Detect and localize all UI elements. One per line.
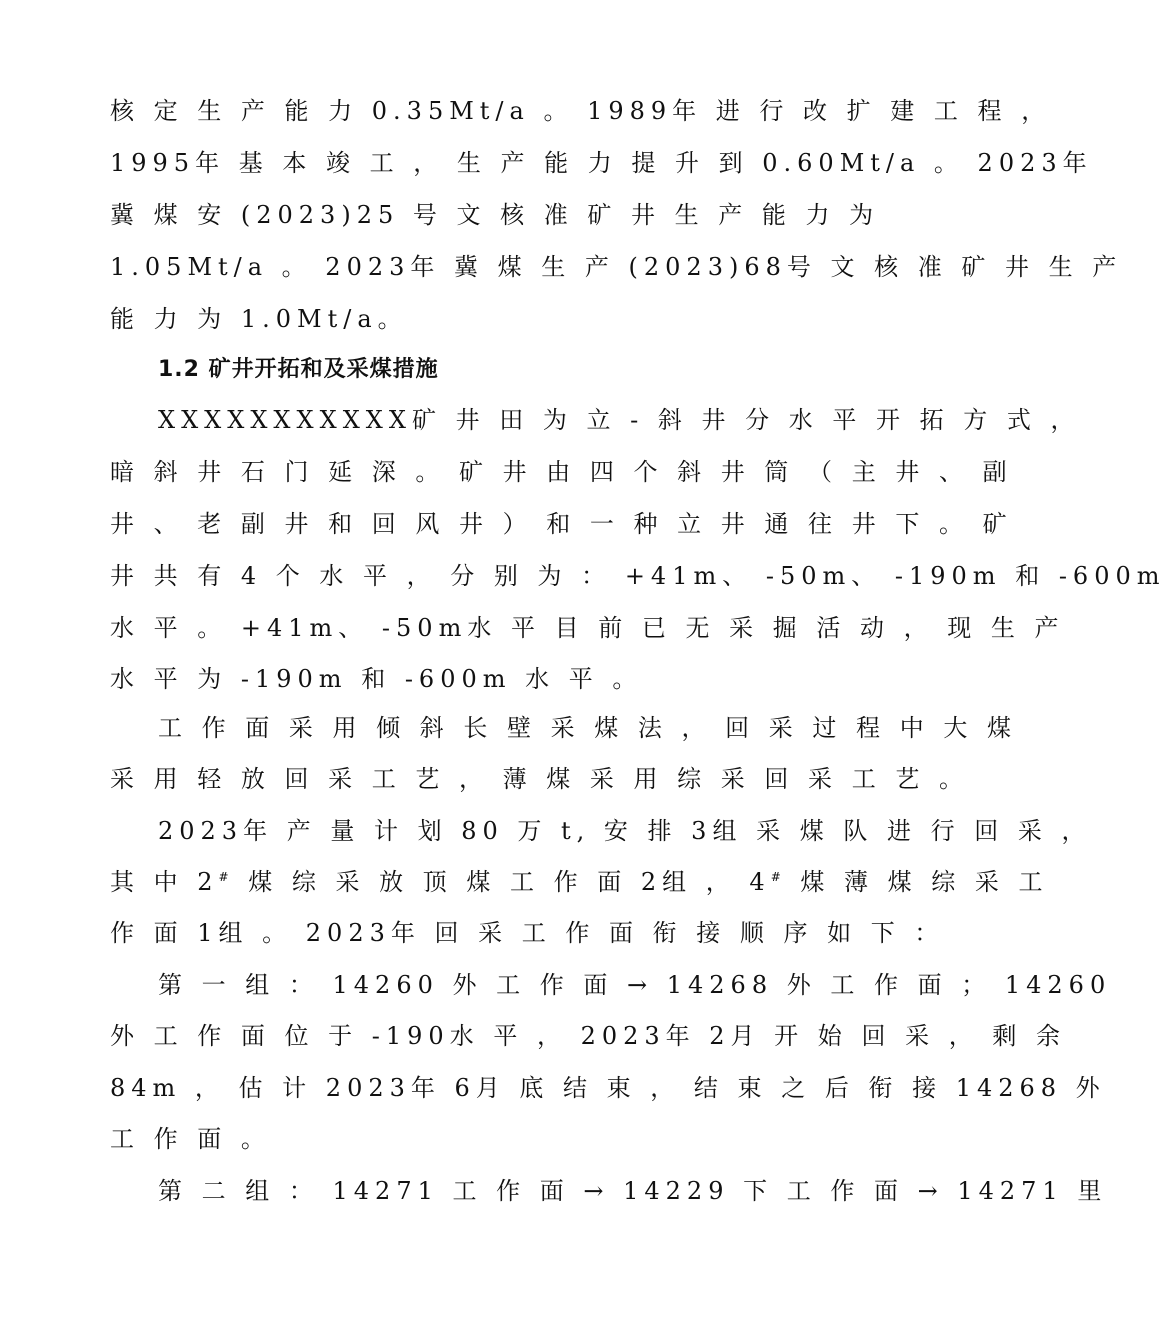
superscript-mark: # [770,870,787,884]
body-text-line: 井 共 有 4 个 水 平 ， 分 别 为 ： +41m、 -50m、 -190m 和 -600m [110,562,1166,590]
text-segment: 煤 综 采 放 顶 煤 工 作 面 2组 ， 4 [234,868,771,896]
body-text-line: 工 作 面 采 用 倾 斜 长 壁 采 煤 法 ， 回 采 过 程 中 大 煤 [158,714,1017,742]
body-text-line: 工 作 面 。 [110,1125,271,1153]
body-text-line: 1995年 基 本 竣 工 ， 生 产 能 力 提 升 到 0.60Mt/a 。 2023年 [110,149,1093,177]
body-text-line: 第 二 组 ： 14271 工 作 面 → 14229 下 工 作 面 → 14271 里 [158,1177,1108,1205]
section-heading: 1.2 矿井开拓和及采煤措施 [158,357,439,382]
text-segment: 煤 薄 煤 综 采 工 [786,868,1049,896]
superscript-mark: # [218,870,235,884]
body-text-line: 暗 斜 井 石 门 延 深 。 矿 井 由 四 个 斜 井 筒 （ 主 井 、 副 [110,458,1013,486]
body-text-line: 水 平 为 -190m 和 -600m 水 平 。 [110,665,643,693]
body-text-line: 2023年 产 量 计 划 80 万 t, 安 排 3组 采 煤 队 进 行 回 采 ， [158,817,1092,845]
body-text-line: 能 力 为 1.0Mt/a。 [110,305,408,333]
body-text-line: 核 定 生 产 能 力 0.35Mt/a 。 1989年 进 行 改 扩 建 工 程 ， [110,97,1052,125]
body-text-line: 水 平 。 +41m、 -50m水 平 目 前 已 无 采 掘 活 动 ， 现 生 产 [110,614,1065,642]
body-text-line: 1.05Mt/a 。 2023年 冀 煤 生 产 (2023)68号 文 核 准 矿 井 生 产 [110,253,1123,281]
body-text-line: 井 、 老 副 井 和 回 风 井 ） 和 一 种 立 井 通 往 井 下 。 矿 [110,510,1013,538]
text-segment: 其 中 2 [110,868,219,896]
body-text-line: 外 工 作 面 位 于 -190水 平 ， 2023年 2月 开 始 回 采 ， 剩 余 [110,1022,1066,1050]
body-text-line: 冀 煤 安 (2023)25 号 文 核 准 矿 井 生 产 能 力 为 [110,201,880,229]
body-text-line: 84m ， 估 计 2023年 6月 底 结 束 ， 结 束 之 后 衔 接 14268 外 [110,1074,1106,1102]
body-text-line: 第 一 组 ： 14260 外 工 作 面 → 14268 外 工 作 面 ； 14260 [158,971,1112,999]
body-text-line: 采 用 轻 放 回 采 工 艺 ， 薄 煤 采 用 综 采 回 采 工 艺 。 [110,765,969,793]
body-text-line [110,867,1049,897]
body-text-line: 作 面 1组 。 2023年 回 采 工 作 面 衔 接 顺 序 如 下 ： [110,919,945,947]
body-text-line: XXXXXXXXXXX矿 井 田 为 立 - 斜 井 分 水 平 开 拓 方 式 ， [158,406,1081,434]
